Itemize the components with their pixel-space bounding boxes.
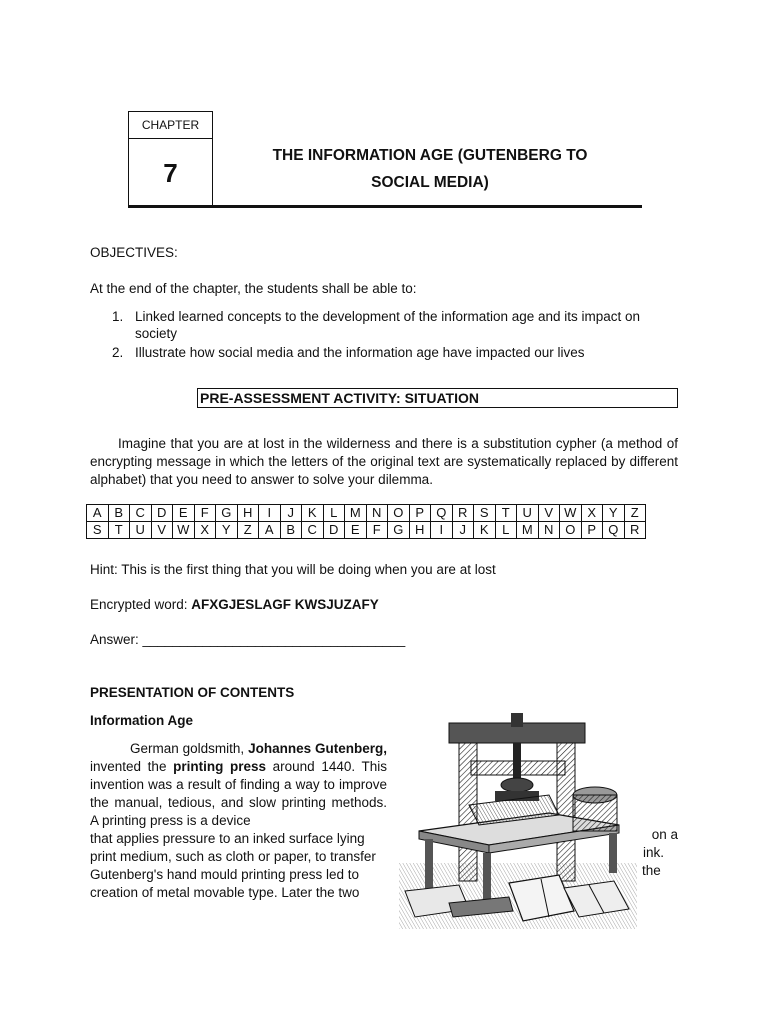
- cipher-cell-plain: V: [538, 505, 560, 522]
- cipher-cell-plain: I: [259, 505, 281, 522]
- cipher-cell-substituted: P: [581, 522, 603, 539]
- cipher-cell-plain: L: [323, 505, 345, 522]
- cipher-cell-substituted: U: [130, 522, 152, 539]
- title-line-1: THE INFORMATION AGE (GUTENBERG TO: [272, 147, 588, 164]
- objective-number: 1.: [112, 309, 124, 324]
- objectives-list: [90, 308, 678, 363]
- encrypted-word: AFXGJESLAGF KWSJUZAFY: [191, 597, 379, 612]
- cipher-cell-plain: O: [388, 505, 410, 522]
- cipher-cell-plain: S: [474, 505, 496, 522]
- chapter-number: 7: [163, 157, 178, 188]
- contents-heading: PRESENTATION OF CONTENTS: [90, 685, 295, 700]
- objectives-heading: OBJECTIVES:: [90, 245, 178, 260]
- cipher-cell-plain: C: [130, 505, 152, 522]
- text-span: German goldsmith,: [130, 741, 249, 756]
- objective-item: [90, 344, 678, 361]
- cipher-cell-substituted: A: [259, 522, 281, 539]
- header-rule: [128, 205, 642, 208]
- cipher-cell-plain: H: [237, 505, 259, 522]
- printing-press-illustration: [399, 713, 637, 929]
- cipher-cell-substituted: E: [345, 522, 367, 539]
- line-a: that applies pressure to an inked surface lying: [90, 831, 365, 846]
- cipher-cell-plain: X: [581, 505, 603, 522]
- cipher-cell-substituted: M: [517, 522, 539, 539]
- cipher-row-substituted: [87, 522, 646, 539]
- right-fragment-1: on a: [651, 827, 678, 842]
- cipher-cell-substituted: Y: [216, 522, 238, 539]
- cipher-cell-substituted: W: [173, 522, 195, 539]
- cipher-cell-substituted: R: [624, 522, 646, 539]
- cipher-cell-substituted: L: [495, 522, 517, 539]
- cipher-cell-substituted: C: [302, 522, 324, 539]
- cipher-cell-plain: G: [216, 505, 238, 522]
- cipher-cell-substituted: S: [87, 522, 109, 539]
- cipher-cell-substituted: K: [474, 522, 496, 539]
- bold-printing-press: printing press: [173, 759, 266, 774]
- objective-text: Illustrate how social media and the information age have impacted our lives: [135, 345, 585, 360]
- text-span: around 1440. This invention was a result of finding a way to improve the manual, tedious, and slow printing methods. A printing press is a device: [90, 759, 387, 828]
- page-title: [230, 142, 630, 196]
- line-c: Gutenberg's hand mould printing press led to: [90, 867, 359, 882]
- cipher-cell-plain: Q: [431, 505, 453, 522]
- situation-paragraph: [90, 435, 678, 489]
- cipher-cell-plain: P: [409, 505, 431, 522]
- cipher-cell-plain: D: [151, 505, 173, 522]
- cipher-cell-plain: M: [345, 505, 367, 522]
- objective-number: 2.: [112, 345, 124, 360]
- cipher-cell-substituted: B: [280, 522, 302, 539]
- cipher-cell-plain: B: [108, 505, 130, 522]
- information-age-text: [90, 740, 387, 902]
- chapter-label: CHAPTER: [129, 112, 212, 139]
- cipher-row-plain: [87, 505, 646, 522]
- cipher-cell-plain: K: [302, 505, 324, 522]
- cipher-cell-substituted: N: [538, 522, 560, 539]
- objective-text: Linked learned concepts to the development of the information age and its impact on society: [135, 309, 641, 341]
- line-b: print medium, such as cloth or paper, to transfer: [90, 849, 376, 864]
- cipher-cell-plain: J: [280, 505, 302, 522]
- cipher-cell-substituted: Z: [237, 522, 259, 539]
- bold-gutenberg: Johannes Gutenberg,: [248, 741, 387, 756]
- answer-line: Answer: ___________________________________: [90, 632, 406, 647]
- cipher-cell-substituted: V: [151, 522, 173, 539]
- cipher-cell-plain: T: [495, 505, 517, 522]
- cipher-cell-substituted: H: [409, 522, 431, 539]
- text-span: invented the: [90, 759, 174, 774]
- gutenberg-paragraph: [90, 740, 387, 830]
- cipher-cell-substituted: D: [323, 522, 345, 539]
- right-fragment-3: the: [642, 863, 661, 878]
- objectives-intro: At the end of the chapter, the students shall be able to:: [90, 281, 417, 296]
- cipher-cell-substituted: J: [452, 522, 474, 539]
- encrypted-line: [90, 596, 379, 613]
- title-line-2: SOCIAL MEDIA): [371, 174, 489, 191]
- line-d: creation of metal movable type. Later the two: [90, 885, 360, 900]
- cipher-cell-plain: Y: [603, 505, 625, 522]
- cipher-cell-substituted: Q: [603, 522, 625, 539]
- cipher-table: [86, 504, 646, 539]
- situation-text: Imagine that you are at lost in the wilderness and there is a substitution cypher (a method of encrypting message in which the letters of the original text are systematically replaced by different alphabet) that you need to answer to solve your dilemma.: [90, 436, 678, 487]
- cipher-cell-plain: F: [194, 505, 216, 522]
- cipher-cell-substituted: T: [108, 522, 130, 539]
- cipher-cell-plain: W: [560, 505, 582, 522]
- hint-text: Hint: This is the first thing that you will be doing when you are at lost: [90, 562, 496, 577]
- right-fragment-2: ink.: [642, 845, 664, 860]
- cipher-cell-substituted: X: [194, 522, 216, 539]
- cipher-cell-substituted: F: [366, 522, 388, 539]
- cipher-cell-plain: Z: [624, 505, 646, 522]
- cipher-cell-plain: R: [452, 505, 474, 522]
- cipher-cell-plain: U: [517, 505, 539, 522]
- cipher-cell-substituted: I: [431, 522, 453, 539]
- cipher-cell-substituted: G: [388, 522, 410, 539]
- cipher-cell-plain: E: [173, 505, 195, 522]
- objective-item: [90, 308, 678, 342]
- encrypted-label: Encrypted word:: [90, 597, 192, 612]
- printing-press-icon: [399, 713, 637, 929]
- contents-subheading: Information Age: [90, 713, 193, 728]
- chapter-box: [128, 111, 213, 207]
- cipher-cell-plain: A: [87, 505, 109, 522]
- cipher-cell-plain: N: [366, 505, 388, 522]
- cipher-cell-substituted: O: [560, 522, 582, 539]
- pre-assessment-heading: PRE-ASSESSMENT ACTIVITY: SITUATION: [197, 388, 678, 408]
